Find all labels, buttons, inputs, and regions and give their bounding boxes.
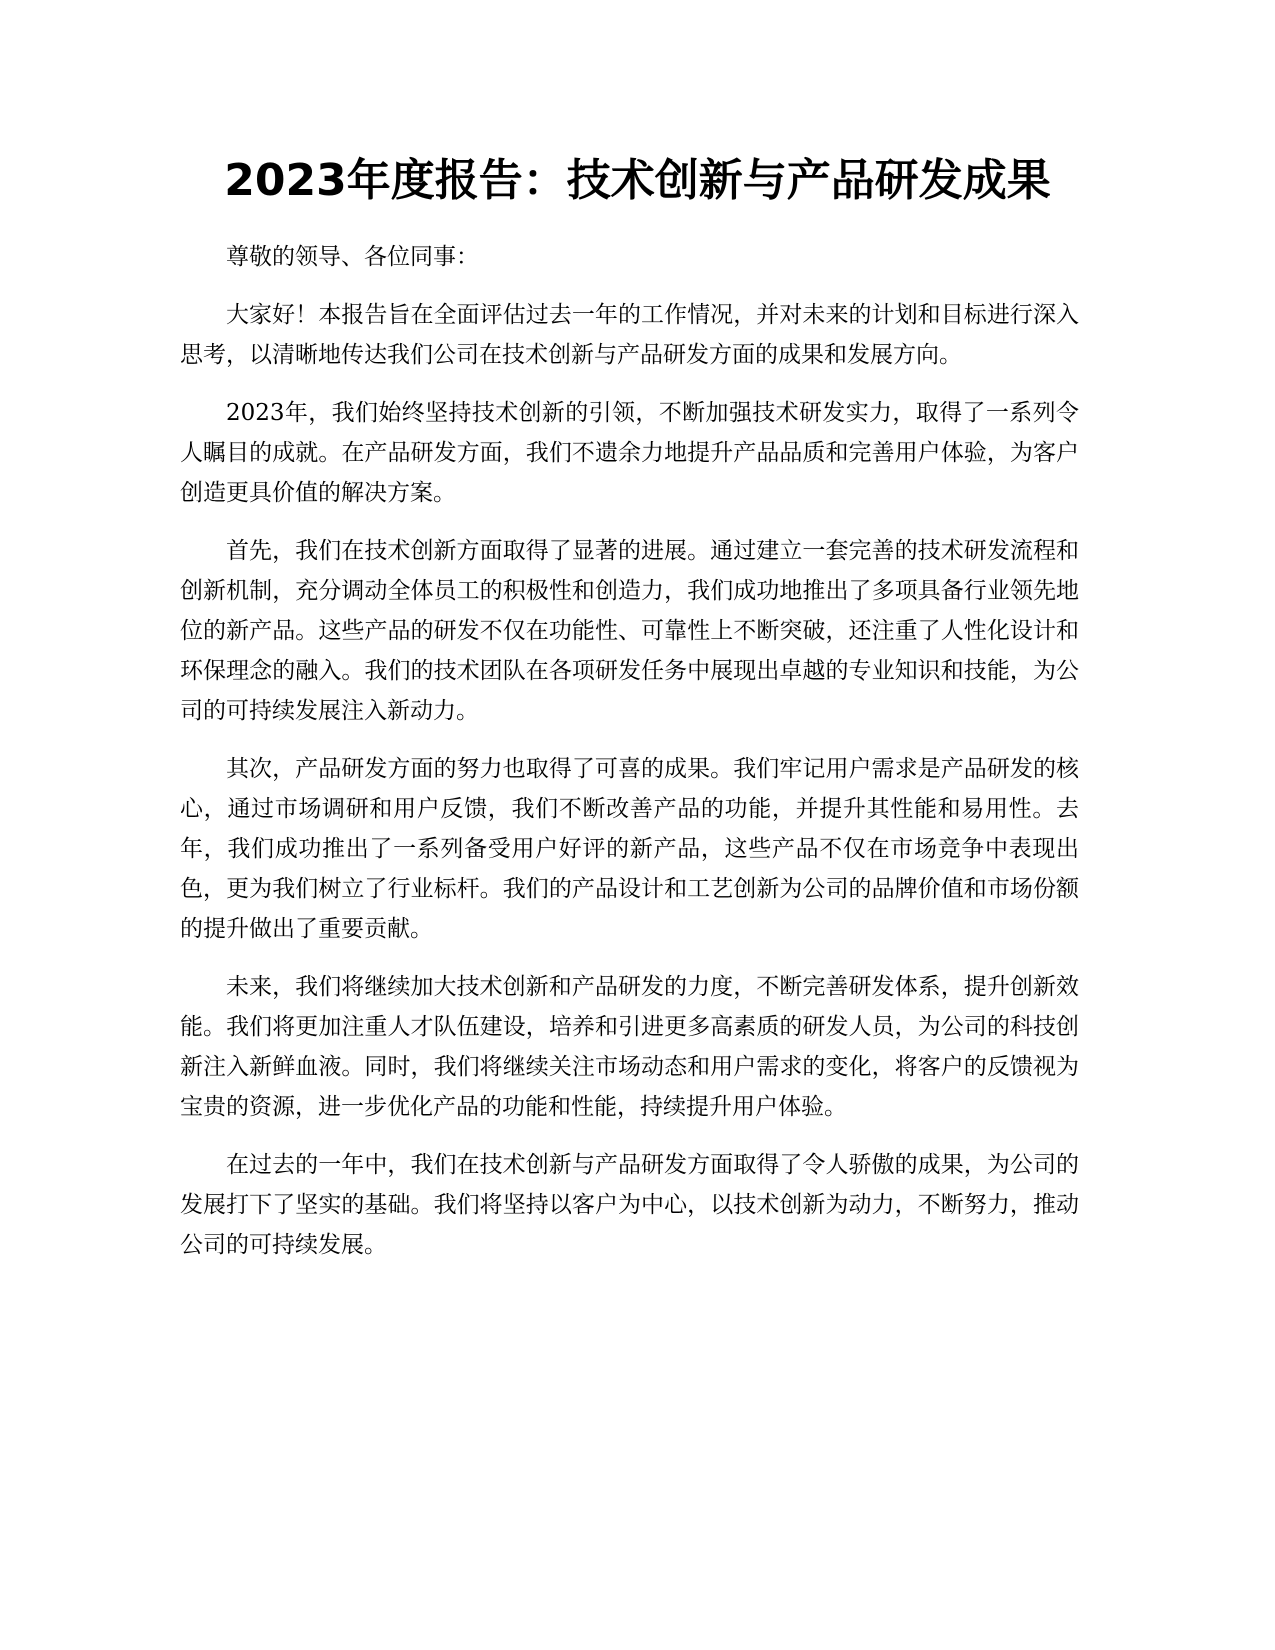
- future-plan-paragraph: 未来，我们将继续加大技术创新和产品研发的力度，不断完善研发体系，提升创新效能。我们将更加注重人才队伍建设，培养和引进更多高素质的研发人员，为公司的科技创新注入新鲜血液。同时，我们将继续关注市场动态和用户需求的变化，将客户的反馈视为宝贵的资源，进一步优化产品的功能和性能，持续提升用户体验。: [180, 974, 1079, 1120]
- salutation-paragraph: 尊敬的领导、各位同事：: [226, 244, 479, 270]
- conclusion-paragraph: 在过去的一年中，我们在技术创新与产品研发方面取得了令人骄傲的成果，为公司的发展打下了坚实的基础。我们将坚持以客户为中心，以技术创新为动力，不断努力，推动公司的可持续发展。: [180, 1152, 1079, 1258]
- tech-innovation-paragraph: 首先，我们在技术创新方面取得了显著的进展。通过建立一套完善的技术研发流程和创新机制，充分调动全体员工的积极性和创造力，我们成功地推出了多项具备行业领先地位的新产品。这些产品的研发不仅在功能性、可靠性上不断突破，还注重了人性化设计和环保理念的融入。我们的技术团队在各项研发任务中展现出卓越的专业知识和技能，为公司的可持续发展注入新动力。: [180, 538, 1079, 724]
- document-title: 2023年度报告：技术创新与产品研发成果: [224, 155, 1051, 206]
- overview-paragraph: 2023年，我们始终坚持技术创新的引领，不断加强技术研发实力，取得了一系列令人瞩目的成就。在产品研发方面，我们不遗余力地提升产品品质和完善用户体验，为客户创造更具价值的解决方案。: [180, 400, 1079, 506]
- document-body: [180, 237, 1079, 1283]
- product-rd-paragraph: 其次，产品研发方面的努力也取得了可喜的成果。我们牢记用户需求是产品研发的核心，通过市场调研和用户反馈，我们不断改善产品的功能，并提升其性能和易用性。去年，我们成功推出了一系列备受用户好评的新产品，这些产品不仅在市场竞争中表现出色，更为我们树立了行业标杆。我们的产品设计和工艺创新为公司的品牌价值和市场份额的提升做出了重要贡献。: [180, 756, 1079, 942]
- intro-paragraph: 大家好！本报告旨在全面评估过去一年的工作情况，并对未来的计划和目标进行深入思考，以清晰地传达我们公司在技术创新与产品研发方面的成果和发展方向。: [180, 302, 1079, 368]
